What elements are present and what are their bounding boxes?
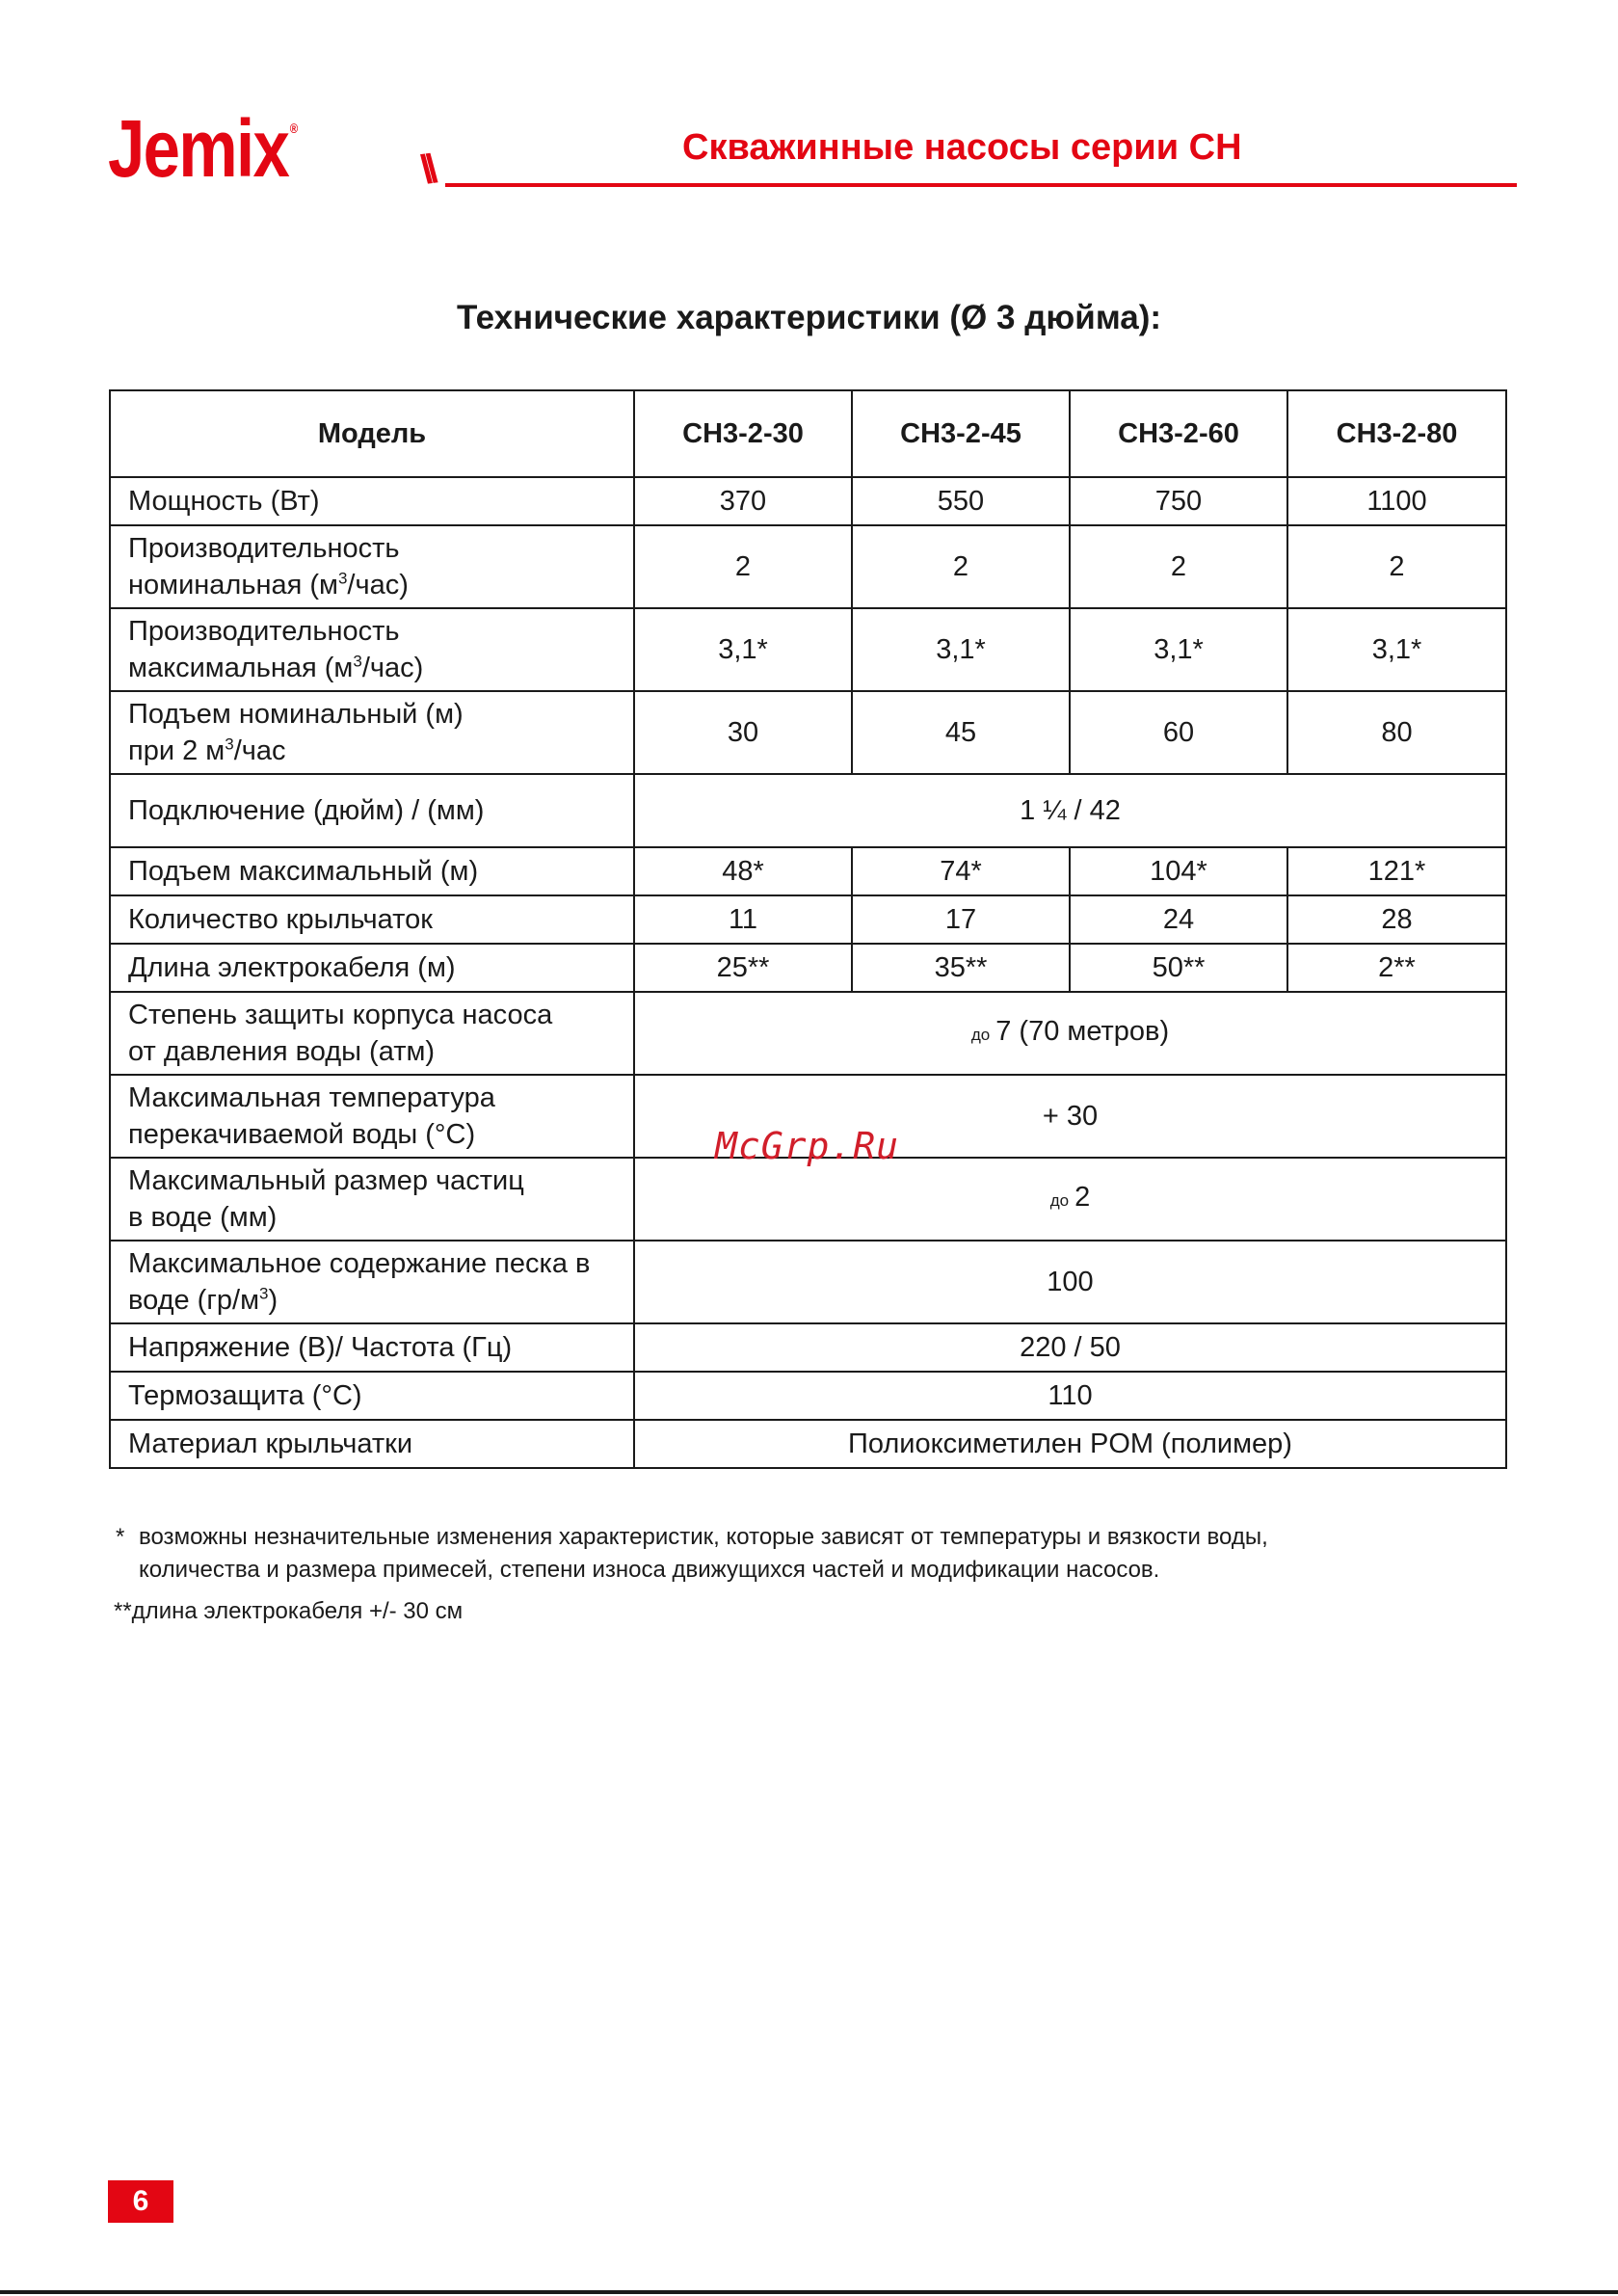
row-label: Материал крыльчатки (110, 1420, 634, 1468)
cell-value: 3,1* (1070, 608, 1287, 691)
row-label: Подключение (дюйм) / (мм) (110, 774, 634, 847)
cell-value: 48* (634, 847, 852, 895)
cell-value: 3,1* (852, 608, 1070, 691)
table-row (110, 477, 1506, 525)
cell-value: 60 (1070, 691, 1287, 774)
merged-cell-value: 110 (634, 1372, 1506, 1420)
row-label-line: ) (268, 1285, 279, 1316)
cell-value: 2 (852, 525, 1070, 608)
cell-value: 104* (1070, 847, 1287, 895)
row-label: Количество крыльчаток (110, 895, 634, 944)
row-label (110, 1075, 634, 1158)
row-label-line: в воде (мм) (128, 1202, 278, 1233)
row-label-line: /час (233, 735, 286, 766)
footnote-double-asterisk: **длина электрокабеля +/- 30 см (114, 1598, 464, 1624)
bottom-rule (0, 2290, 1618, 2294)
cell-value: 2 (1070, 525, 1287, 608)
header-model: CH3-2-30 (634, 390, 852, 477)
cell-value: 750 (1070, 477, 1287, 525)
row-label: Мощность (Вт) (110, 477, 634, 525)
row-label-line: Максимальное содержание песка в (128, 1248, 591, 1279)
header-slashes: \\ (416, 146, 435, 193)
header-model: CH3-2-45 (852, 390, 1070, 477)
watermark: McGrp.Ru (715, 1125, 900, 1167)
row-label-line: номинальная (м (128, 570, 338, 601)
row-label-line: Степень защиты корпуса насоса (128, 1000, 553, 1030)
cell-value: 2 (1287, 525, 1506, 608)
superscript: 3 (353, 652, 362, 671)
cell-value: 2** (1287, 944, 1506, 992)
cell-value: 17 (852, 895, 1070, 944)
table-row (110, 1241, 1506, 1323)
cell-value: 550 (852, 477, 1070, 525)
row-label-line: Производительность (128, 616, 400, 647)
row-label (110, 608, 634, 691)
table-row (110, 1420, 1506, 1468)
table-row (110, 944, 1506, 992)
cell-value: 80 (1287, 691, 1506, 774)
row-label (110, 691, 634, 774)
table-row (110, 1158, 1506, 1241)
footnote-line: количества и размера примесей, степени износа движущихся частей и модификации насосов. (139, 1557, 1160, 1583)
cell-value: 3,1* (634, 608, 852, 691)
merged-cell-value (634, 1158, 1506, 1241)
table-header-row (110, 390, 1506, 477)
row-label (110, 1241, 634, 1323)
row-label (110, 1158, 634, 1241)
trademark-mark: ® (289, 120, 297, 136)
row-label-line: от давления воды (атм) (128, 1036, 436, 1067)
header-model-label: Модель (110, 390, 634, 477)
merged-cell-value: + 30 (634, 1075, 1506, 1158)
brand-logo (108, 103, 297, 194)
cell-value: 3,1* (1287, 608, 1506, 691)
footnote-asterisk (116, 1521, 1465, 1587)
table-row (110, 774, 1506, 847)
header-model: CH3-2-60 (1070, 390, 1287, 477)
merged-cell-value: Полиоксиметилен POM (полимер) (634, 1420, 1506, 1468)
row-label-line: Производительность (128, 533, 400, 564)
row-label-line: Максимальный размер частиц (128, 1165, 524, 1196)
merged-value: 7 (70 метров) (995, 1016, 1170, 1047)
cell-value: 121* (1287, 847, 1506, 895)
row-label (110, 992, 634, 1075)
cell-value: 35** (852, 944, 1070, 992)
row-label-line: /час) (347, 570, 409, 601)
footnote-star: * (116, 1524, 125, 1550)
cell-value: 25** (634, 944, 852, 992)
cell-value: 74* (852, 847, 1070, 895)
header-rule (445, 183, 1517, 187)
table-row (110, 691, 1506, 774)
value-prefix: до (970, 1026, 991, 1044)
brand-name: Jemix (108, 103, 289, 194)
row-label-line: максимальная (м (128, 653, 354, 683)
cell-value: 1100 (1287, 477, 1506, 525)
cell-value: 28 (1287, 895, 1506, 944)
section-title: Технические характеристики (Ø 3 дюйма): (456, 299, 1162, 336)
superscript: 3 (259, 1284, 269, 1303)
row-label-line: перекачиваемой воды (°С) (128, 1119, 476, 1150)
table-row (110, 1372, 1506, 1420)
table-row (110, 608, 1506, 691)
header-model: CH3-2-80 (1287, 390, 1506, 477)
table-row (110, 847, 1506, 895)
superscript: 3 (337, 569, 348, 588)
spec-table (109, 389, 1507, 1469)
row-label (110, 525, 634, 608)
row-label-line: воде (гр/м (128, 1285, 260, 1316)
merged-cell-value: 1 ¼ / 42 (634, 774, 1506, 847)
row-label-line: /час) (361, 653, 424, 683)
merged-cell-value (634, 992, 1506, 1075)
cell-value: 370 (634, 477, 852, 525)
row-label: Подъем максимальный (м) (110, 847, 634, 895)
value-prefix: до (1049, 1191, 1070, 1210)
page-number: 6 (108, 2180, 173, 2223)
merged-value: 2 (1074, 1182, 1091, 1213)
series-title: Скважинные насосы серии СН (682, 127, 1242, 168)
merged-cell-value: 220 / 50 (634, 1323, 1506, 1372)
row-label: Напряжение (В)/ Частота (Гц) (110, 1323, 634, 1372)
footnote-text (139, 1521, 1465, 1587)
cell-value: 24 (1070, 895, 1287, 944)
cell-value: 50** (1070, 944, 1287, 992)
row-label: Термозащита (°С) (110, 1372, 634, 1420)
merged-cell-value: 100 (634, 1241, 1506, 1323)
table-row (110, 1323, 1506, 1372)
row-label: Длина электрокабеля (м) (110, 944, 634, 992)
row-label-line: Максимальная температура (128, 1082, 495, 1113)
table-row (110, 525, 1506, 608)
cell-value: 2 (634, 525, 852, 608)
row-label-line: при 2 м (128, 735, 225, 766)
cell-value: 45 (852, 691, 1070, 774)
superscript: 3 (225, 734, 234, 754)
footnote-line: возможны незначительные изменения характеристик, которые зависят от температуры и вязкости воды, (139, 1524, 1268, 1550)
cell-value: 11 (634, 895, 852, 944)
row-label-line: Подъем номинальный (м) (128, 699, 464, 730)
table-row (110, 895, 1506, 944)
table-row (110, 992, 1506, 1075)
cell-value: 30 (634, 691, 852, 774)
